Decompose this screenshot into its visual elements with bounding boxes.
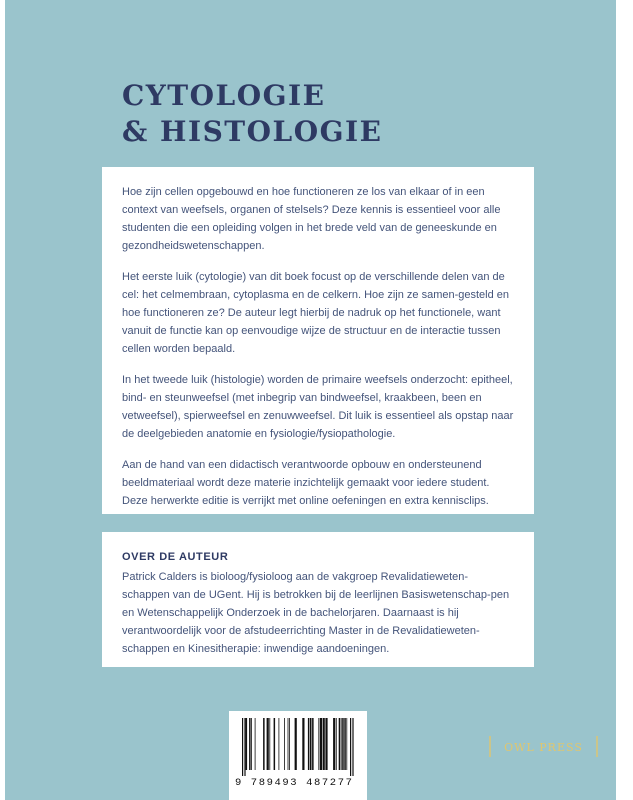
isbn-number: 9 789493 487277 <box>235 777 354 789</box>
author-heading: OVER DE AUTEUR <box>122 551 229 563</box>
publisher-logo <box>489 735 598 758</box>
book-title-line-1: CYTOLOGIE <box>122 79 326 112</box>
barcode <box>229 711 367 800</box>
blurb-paragraph: Aan de hand van een didactisch verantwoorde opbouw en ondersteunend beeldmateriaal wordt deze materie inzichtelijk gemaakt voor iedere student. Deze herwerkte editie is verrijkt met online oefeningen en extra kennisclips. <box>122 459 490 507</box>
book-title-line-2: & HISTOLOGIE <box>122 115 383 148</box>
blurb-paragraph: In het tweede luik (histologie) worden de primaire weefsels onderzocht: epitheel, bind- en steunweefsel (met inbegrip van bindweefsel, kraakbeen, been en vetweefsel), spierweefsel en zenuwweefsel. Dit luik is essentieel als opstap naar de deelgebieden anatomie en fysiologie/fysiopathologie. <box>122 374 514 440</box>
blurb-paragraph: Hoe zijn cellen opgebouwd en hoe functioneren ze los van elkaar of in een context van weefsels, organen of stelsels? Deze kennis is essentieel voor alle studenten die een opleiding volgen in het brede veld van de geneeskunde en gezondheidswetenschappen. <box>122 186 501 252</box>
publisher-logo-text: OWL PRESS <box>504 741 583 754</box>
barcode-bars <box>242 718 354 776</box>
blurb-paragraph: Het eerste luik (cytologie) van dit boek focust op de verschillende delen van de cel: het celmembraan, cytoplasma en de celkern. Hoe zijn ze samen-gesteld en hoe functioneren ze? De auteur legt hierbij de nadruk op het functionele, want vanuit de functie kan op eenvoudige wijze de structuur en de interactie tussen cellen worden bepaald. <box>122 271 510 355</box>
blurb-panel <box>102 167 534 514</box>
book-back-cover <box>5 0 616 800</box>
author-panel <box>102 532 534 667</box>
book-title <box>122 78 382 150</box>
author-bio: Patrick Calders is bioloog/fysioloog aan de vakgroep Revalidatieweten-schappen van de UGent. Hij is betrokken bij de leerlijnen Basiswetenschap-pen en Wetenschappelijk Onderzoek in de bachelorjaren. Daarnaast is hij verantwoordelijk voor de afstudeerrichting Master in de Revalidatieweten-schappen en Kinesitherapie: inwendige aandoeningen. <box>122 571 510 655</box>
